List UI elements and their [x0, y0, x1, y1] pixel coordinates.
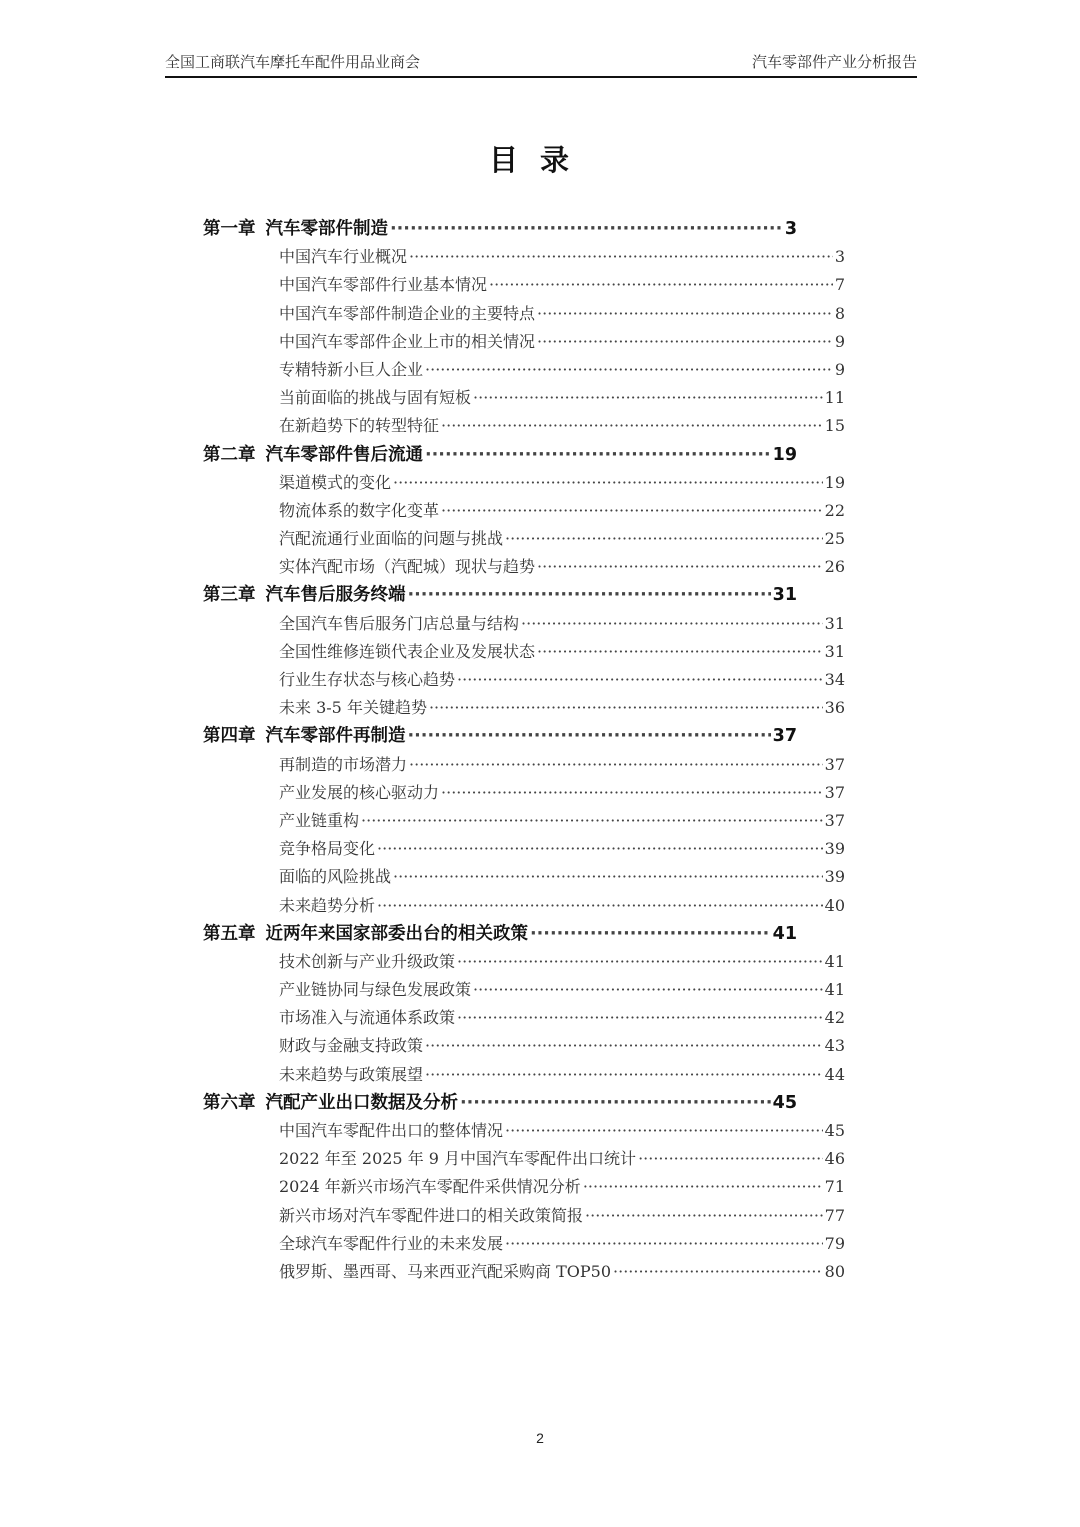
section-title: 物流体系的数字化变革: [279, 500, 440, 520]
section-title: 技术创新与产业升级政策: [279, 951, 456, 971]
toc-section-entry[interactable]: [203, 892, 845, 920]
toc-section-entry[interactable]: [203, 497, 845, 525]
dot-leader: [537, 553, 823, 581]
section-title: 全国汽车售后服务门店总量与结构: [279, 613, 520, 633]
dot-leader: [390, 215, 783, 243]
section-title: 市场准入与流通体系政策: [279, 1008, 456, 1028]
chapter-number: 第三章: [203, 585, 256, 606]
section-page-number: 31: [824, 613, 845, 633]
toc-chapter-entry[interactable]: [203, 215, 797, 243]
section-page-number: 80: [824, 1261, 845, 1281]
section-page-number: 11: [824, 388, 845, 408]
chapter-number: 第五章: [203, 923, 256, 944]
chapter-title: 汽车零部件再制造: [265, 726, 406, 747]
toc-section-entry[interactable]: [203, 1230, 845, 1258]
toc-section-entry[interactable]: [203, 1258, 845, 1286]
toc-chapter-entry[interactable]: [203, 581, 797, 609]
toc-section-entry[interactable]: [203, 638, 845, 666]
dot-leader: [457, 1004, 823, 1032]
dot-leader: [638, 1145, 823, 1173]
toc-section-entry[interactable]: [203, 412, 845, 440]
dot-leader: [585, 1202, 823, 1230]
section-title: 中国汽车行业概况: [279, 247, 408, 267]
toc-chapter-entry[interactable]: [203, 722, 797, 750]
dot-leader: [361, 807, 823, 835]
toc-section-entry[interactable]: [203, 610, 845, 638]
header-report-title: 汽车零部件产业分析报告: [751, 53, 917, 71]
dot-leader: [441, 497, 823, 525]
chapter-page-number: 45: [772, 1092, 797, 1113]
chapter-heading: [203, 920, 528, 948]
dot-leader: [489, 271, 833, 299]
toc-section-entry[interactable]: [203, 553, 845, 581]
toc-section-entry[interactable]: [203, 384, 845, 412]
dot-leader: [505, 1117, 823, 1145]
page-number: 2: [536, 1430, 544, 1446]
dot-leader: [537, 638, 823, 666]
dot-leader: [505, 525, 823, 553]
section-title: 当前面临的挑战与固有短板: [279, 388, 472, 408]
chapter-title: 汽车售后服务终端: [265, 585, 406, 606]
page-title: 目录: [488, 143, 591, 177]
section-page-number: 25: [824, 529, 845, 549]
section-title: 渠道模式的变化: [279, 472, 392, 492]
toc-section-entry[interactable]: [203, 666, 845, 694]
section-page-number: 31: [824, 641, 845, 661]
section-title: 俄罗斯、墨西哥、马来西亚汽配采购商 TOP50: [279, 1261, 612, 1281]
section-page-number: 36: [824, 698, 845, 718]
dot-leader: [521, 610, 823, 638]
section-page-number: 39: [824, 867, 845, 887]
section-page-number: 19: [824, 472, 845, 492]
section-page-number: 37: [824, 754, 845, 774]
section-page-number: 45: [824, 1121, 845, 1140]
section-page-number: 7: [834, 275, 845, 295]
section-title: 在新趋势下的转型特征: [279, 416, 440, 436]
dot-leader: [457, 666, 823, 694]
section-title: 中国汽车零配件出口的整体情况: [279, 1121, 504, 1140]
chapter-page-number: 19: [772, 444, 797, 465]
section-page-number: 15: [824, 416, 845, 436]
toc-section-entry[interactable]: [203, 525, 845, 553]
chapter-heading: [203, 441, 423, 469]
section-title: 汽配流通行业面临的问题与挑战: [279, 529, 504, 549]
section-page-number: 79: [824, 1233, 845, 1253]
chapter-page-number: 37: [772, 726, 797, 747]
toc-section-entry[interactable]: [203, 807, 845, 835]
chapter-number: 第四章: [203, 726, 256, 747]
dot-leader: [425, 1061, 823, 1089]
section-page-number: 9: [834, 331, 845, 351]
section-title: 实体汽配市场（汽配城）现状与趋势: [279, 557, 536, 577]
page-header: [165, 52, 917, 78]
section-page-number: 40: [824, 895, 845, 915]
toc-section-entry[interactable]: [203, 1004, 845, 1032]
toc-section-entry[interactable]: [203, 779, 845, 807]
dot-leader: [505, 1230, 823, 1258]
dot-leader: [377, 892, 823, 920]
chapter-title: 汽车零部件售后流通: [265, 444, 423, 465]
section-page-number: 34: [824, 670, 845, 689]
toc-section-entry[interactable]: [203, 1145, 845, 1173]
toc-chapter-entry[interactable]: [203, 920, 797, 948]
toc-section-entry[interactable]: [203, 835, 845, 863]
section-page-number: 37: [824, 782, 845, 802]
chapter-title: 汽配产业出口数据及分析: [265, 1092, 458, 1113]
toc-section-entry[interactable]: [203, 1173, 845, 1201]
dot-leader: [537, 300, 833, 328]
section-title: 未来 3-5 年关键趋势: [279, 698, 427, 718]
section-page-number: 42: [824, 1008, 845, 1028]
section-page-number: 8: [834, 303, 845, 323]
table-of-contents: [203, 215, 845, 1286]
dot-leader: [393, 863, 823, 891]
header-org-name: 全国工商联汽车摩托车配件用品业商会: [165, 53, 421, 71]
chapter-page-number: 3: [784, 219, 797, 239]
dot-leader: [457, 948, 823, 976]
dot-leader: [409, 751, 823, 779]
section-page-number: 3: [834, 247, 845, 267]
toc-chapter-entry[interactable]: [203, 441, 797, 469]
section-title: 产业发展的核心驱动力: [279, 782, 440, 802]
dot-leader: [425, 356, 833, 384]
section-title: 财政与金融支持政策: [279, 1036, 424, 1056]
section-title: 中国汽车零部件企业上市的相关情况: [279, 331, 536, 351]
dot-leader: [473, 384, 823, 412]
section-page-number: 41: [824, 980, 845, 1000]
section-title: 专精特新小巨人企业: [279, 359, 424, 379]
dot-leader: [460, 1089, 771, 1117]
section-title: 面临的风险挑战: [279, 867, 392, 887]
section-title: 产业链重构: [279, 810, 360, 830]
section-title: 未来趋势与政策展望: [279, 1064, 424, 1084]
toc-section-entry[interactable]: [203, 469, 845, 497]
section-page-number: 37: [824, 810, 845, 830]
toc-section-entry[interactable]: [203, 863, 845, 891]
section-page-number: 26: [824, 557, 845, 577]
chapter-page-number: 41: [772, 923, 797, 944]
dot-leader: [408, 581, 771, 609]
dot-leader: [530, 920, 771, 948]
toc-section-entry[interactable]: [203, 1202, 845, 1230]
toc-section-entry[interactable]: [203, 1117, 845, 1145]
section-page-number: 41: [824, 951, 845, 971]
section-title: 中国汽车零部件行业基本情况: [279, 275, 488, 295]
section-page-number: 77: [824, 1205, 845, 1225]
section-title: 竞争格局变化: [279, 839, 376, 859]
dot-leader: [377, 835, 823, 863]
dot-leader: [441, 412, 823, 440]
chapter-number: 第六章: [203, 1092, 256, 1113]
section-title: 全国性维修连锁代表企业及发展状态: [279, 641, 536, 661]
toc-section-entry[interactable]: [203, 694, 845, 722]
toc-section-entry[interactable]: [203, 1032, 845, 1060]
toc-chapter-entry[interactable]: [203, 1089, 797, 1117]
section-page-number: 71: [824, 1177, 845, 1197]
toc-section-entry[interactable]: [203, 1061, 845, 1089]
toc-section-entry[interactable]: [203, 751, 845, 779]
section-title: 中国汽车零部件制造企业的主要特点: [279, 303, 536, 323]
chapter-number: 第二章: [203, 444, 256, 465]
dot-leader: [583, 1173, 823, 1201]
section-page-number: 39: [824, 839, 845, 859]
dot-leader: [537, 328, 833, 356]
dot-leader: [429, 694, 823, 722]
section-title: 产业链协同与绿色发展政策: [279, 980, 472, 1000]
section-page-number: 43: [824, 1036, 845, 1056]
dot-leader: [425, 1032, 823, 1060]
toc-section-entry[interactable]: [203, 300, 845, 328]
section-page-number: 46: [824, 1149, 845, 1169]
chapter-heading: [203, 581, 406, 609]
chapter-page-number: 31: [772, 585, 797, 606]
section-title: 2022 年至 2025 年 9 月中国汽车零配件出口统计: [279, 1149, 637, 1169]
toc-section-entry[interactable]: [203, 243, 845, 271]
dot-leader: [441, 779, 823, 807]
section-title: 新兴市场对汽车零配件进口的相关政策简报: [279, 1205, 584, 1225]
chapter-title: 近两年来国家部委出台的相关政策: [265, 923, 528, 944]
section-title: 行业生存状态与核心趋势: [279, 670, 456, 689]
chapter-heading: [203, 1089, 458, 1117]
toc-section-entry[interactable]: [203, 976, 845, 1004]
section-title: 再制造的市场潜力: [279, 754, 408, 774]
dot-leader: [613, 1258, 823, 1286]
chapter-heading: [203, 722, 406, 750]
chapter-number: 第一章: [203, 219, 256, 239]
toc-section-entry[interactable]: [203, 948, 845, 976]
section-title: 2024 年新兴市场汽车零配件采供情况分析: [279, 1177, 581, 1197]
section-page-number: 9: [834, 359, 845, 379]
section-title: 全球汽车零配件行业的未来发展: [279, 1233, 504, 1253]
chapter-heading: [203, 215, 388, 243]
dot-leader: [473, 976, 823, 1004]
toc-section-entry[interactable]: [203, 328, 845, 356]
dot-leader: [425, 441, 771, 469]
dot-leader: [393, 469, 823, 497]
toc-section-entry[interactable]: [203, 356, 845, 384]
section-page-number: 44: [824, 1064, 845, 1084]
section-title: 未来趋势分析: [279, 895, 376, 915]
toc-section-entry[interactable]: [203, 271, 845, 299]
dot-leader: [409, 243, 833, 271]
chapter-title: 汽车零部件制造: [265, 219, 388, 239]
dot-leader: [408, 722, 771, 750]
section-page-number: 22: [824, 500, 845, 520]
